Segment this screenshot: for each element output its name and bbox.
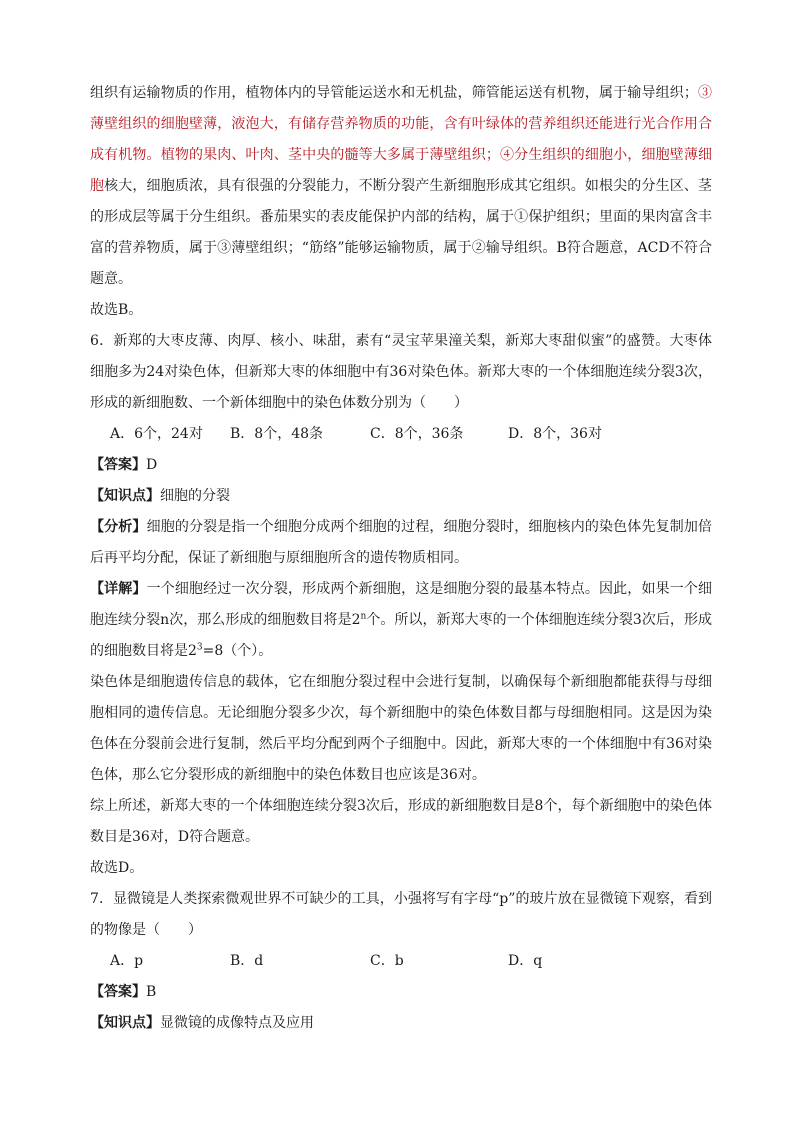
q5-highlight-2: ④分生组织的细胞小，细胞壁薄细胞: [90, 147, 712, 194]
knowledge-point-tag: 【知识点】: [90, 488, 160, 504]
q7-option-c: C．b: [370, 953, 404, 969]
q7-option-b: B．d: [230, 953, 264, 969]
detail-text-b: 个。所以，新郑大枣的一个体细胞连续分裂3次后，形成的细胞数目将是2: [90, 612, 712, 659]
q7-option-a: A．p: [110, 953, 144, 969]
knowledge-point-tag: 【知识点】: [90, 1015, 160, 1031]
q6-answer: [90, 450, 712, 481]
q5-text-1: 组织有运输物质的作用，植物体内的导管能运送水和无机盐，筛管能运送有机物，属于输导组织；: [90, 85, 698, 101]
analysis-text: 细胞的分裂是指一个细胞分成两个细胞的过程，细胞分裂时，细胞核内的染色体先复制加倍后再平均分配，保证了新细胞与原细胞所含的遗传物质相同。: [90, 519, 713, 566]
detail-tag: 【详解】: [90, 581, 147, 597]
answer-tag: 【答案】: [90, 984, 146, 1000]
q5-explanation-paragraph: [90, 78, 712, 295]
q6-option-c: C．8个，36条: [370, 426, 464, 442]
answer-tag: 【答案】: [90, 457, 146, 473]
answer-value: B: [146, 984, 157, 1000]
q6-option-d: D．8个，36对: [508, 426, 602, 442]
q6-stem: 6．新郑的大枣皮薄、肉厚、核小、味甜，素有“灵宝苹果潼关梨，新郑大枣甜似蜜”的盛赞。大枣体细胞多为24对染色体，但新郑大枣的体细胞中有36对染色体。新郑大枣的一个体细胞连续分裂3次，形成的新细胞数、一个新体细胞中的染色体数分别为（ ）: [90, 333, 712, 411]
q7-knowledge-point: [90, 1008, 712, 1039]
knowledge-point-value: 细胞的分裂: [160, 488, 230, 504]
q7-options: [90, 946, 712, 977]
q7-answer: [90, 977, 712, 1008]
q6-knowledge-point: [90, 481, 712, 512]
analysis-tag: 【分析】: [90, 519, 147, 535]
q6-summary-paragraph: 综上所述，新郑大枣的一个体细胞连续分裂3次后，形成的新细胞数目是8个，每个新细胞中的染色体数目是36对，D符合题意。: [90, 798, 712, 845]
q6-options: [90, 419, 712, 450]
exponent-n: n: [360, 611, 367, 622]
answer-value: D: [146, 457, 158, 473]
q7-stem: 7．显微镜是人类探索微观世界不可缺少的工具，小强将写有字母“p”的玻片放在显微镜下观察，看到的物像是（ ）: [90, 891, 712, 938]
knowledge-point-value: 显微镜的成像特点及应用: [160, 1015, 314, 1031]
detail-text-a: 一个细胞经过一次分裂，形成两个新细胞，这是细胞分裂的最基本特点。因此，如果一个细胞连续分裂n次，那么形成的细胞数目将是2: [90, 581, 713, 628]
page-content: [90, 78, 712, 1039]
q5-text-2: 核大，细胞质浓，具有很强的分裂能力，不断分裂产生新细胞形成其它组织。如根尖的分生区、茎的形成层等属于分生组织。番茄果实的表皮能保护内部的结构，属于①保护组织；里面的果肉富含丰富的营养物质，属于③薄壁组织；“筋络”能够运输物质，属于②输导组织。B符合题意，ACD不符合题意。: [90, 178, 712, 287]
exponent-3: 3: [196, 642, 203, 653]
detail-text-c: =8（个）。: [202, 643, 273, 659]
q5-conclusion: 故选B。: [90, 302, 143, 318]
q5-highlight-1: ③薄壁组织的细胞壁薄，液泡大，有储存营养物质的功能，含有叶绿体的营养组织还能进行光合作用合成有机物。植物的果肉、叶肉、茎中央的髓等大多属于薄壁组织；: [90, 85, 712, 163]
q6-option-a: A．6个，24对: [110, 426, 203, 442]
q6-detail: [90, 574, 712, 667]
q7-option-d: D．q: [508, 953, 543, 969]
q6-conclusion: 故选D。: [90, 860, 144, 876]
q6-chromosome-paragraph: 染色体是细胞遗传信息的载体，它在细胞分裂过程中会进行复制，以确保每个新细胞都能获得与母细胞相同的遗传信息。无论细胞分裂多少次，每个新细胞中的染色体数目都与母细胞相同。这是因为染色体在分裂前会进行复制，然后平均分配到两个子细胞中。因此，新郑大枣的一个体细胞中有36对染色体，那么它分裂形成的新细胞中的染色体数目也应该是36对。: [90, 674, 712, 783]
q6-option-b: B．8个，48条: [230, 426, 324, 442]
q6-analysis: [90, 512, 712, 574]
